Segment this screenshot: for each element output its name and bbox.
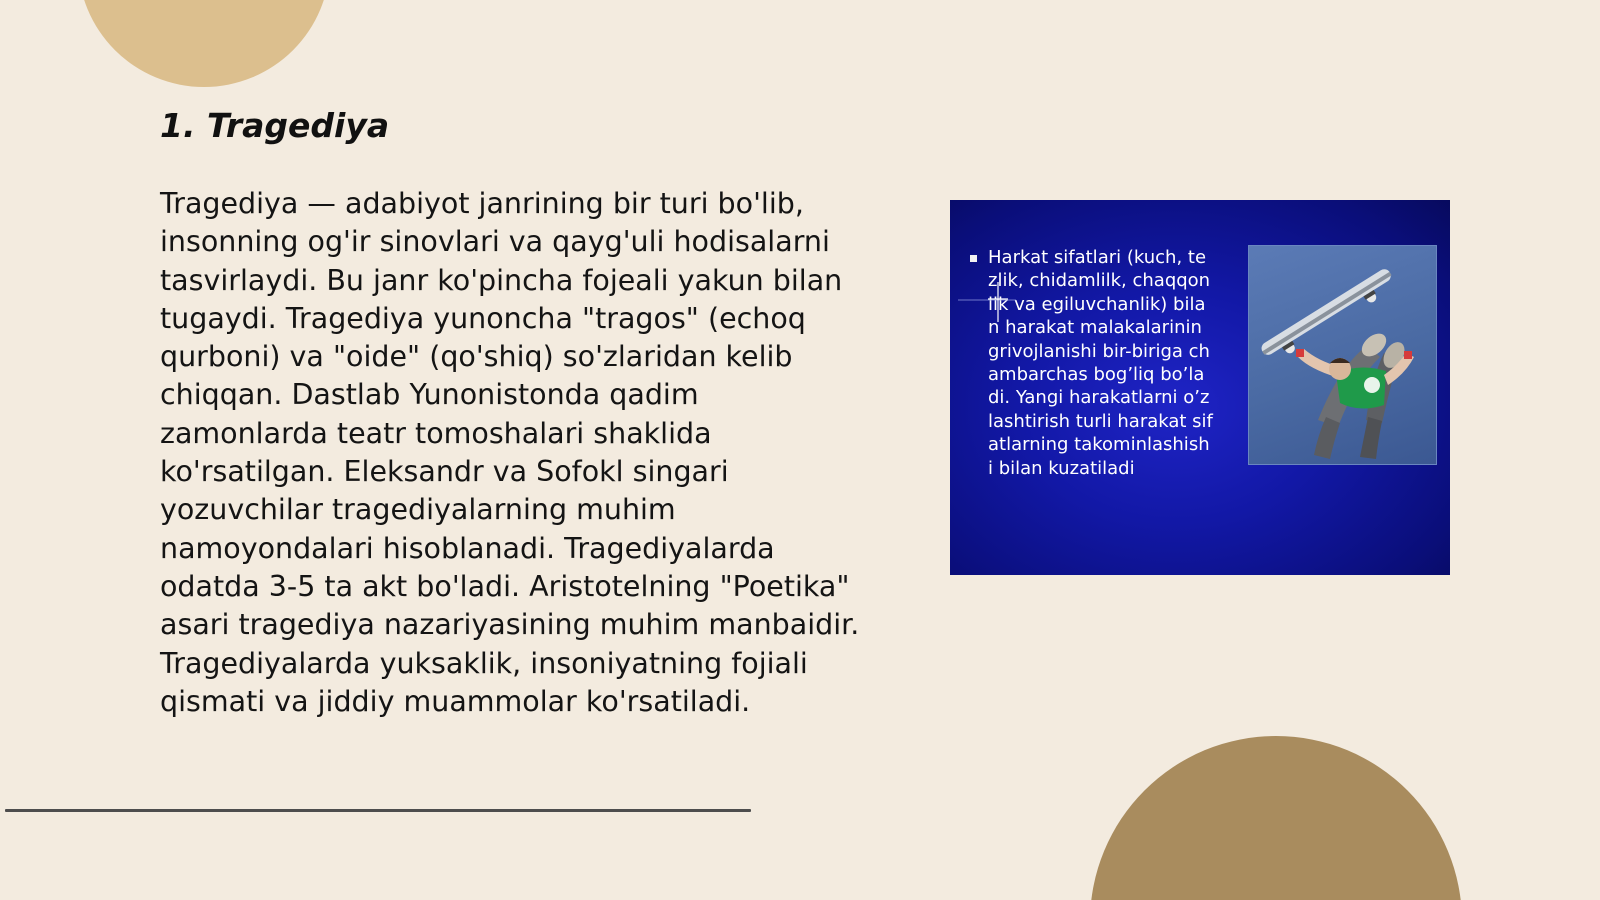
divider-line (5, 809, 751, 812)
skateboarder-photo-icon (1248, 245, 1437, 465)
slide-body-text: Tragediya — adabiyot janrining bir turi bo'lib, insonning og'ir sinovlari va qayg'uli hodisalarni tasvirlaydi. Bu janr ko'pincha fojeali yakun bilan tugaydi. Tragediya yunoncha "tragos" (echoq qurboni) va "oide" (qo'shiq) so'zlaridan kelib chiqqan. Dastlab Yunonistonda qadim zamonlarda teatr tomoshalari shaklida ko'rsatilgan. Eleksandr va Sofokl singari yozuvchilar tragediyalarning muhim namoyondalari hisoblanadi. Tragediyalarda odatda 3-5 ta akt bo'ladi. Aristotelning "Poetika" asari tragediya nazariyasining muhim manbaidir. Tragediyalarda yuksaklik, insoniyatning fojiali qismati va jiddiy muammolar ko'rsatiladi. (160, 187, 860, 718)
crosshair-icon (950, 200, 1050, 330)
decorative-circle-top (78, 0, 330, 87)
slide-title: 1. Tragediya (160, 106, 390, 145)
embedded-slide-picture (950, 200, 1450, 575)
picture-bullet-text: Harkat sifatlari (kuch, tezlik, chidamlilk, chaqqonlik va egiluvchanlik) bilan harakat malakalariningrivojlanishi bir-biriga chambarchas bog’liq bo’ladi. Yangi harakatlarni o’zlashtirish turli harakat sifatlarning takominlashishi bilan kuzatiladi (988, 247, 1213, 479)
decorative-circle-bottom (1090, 736, 1462, 900)
